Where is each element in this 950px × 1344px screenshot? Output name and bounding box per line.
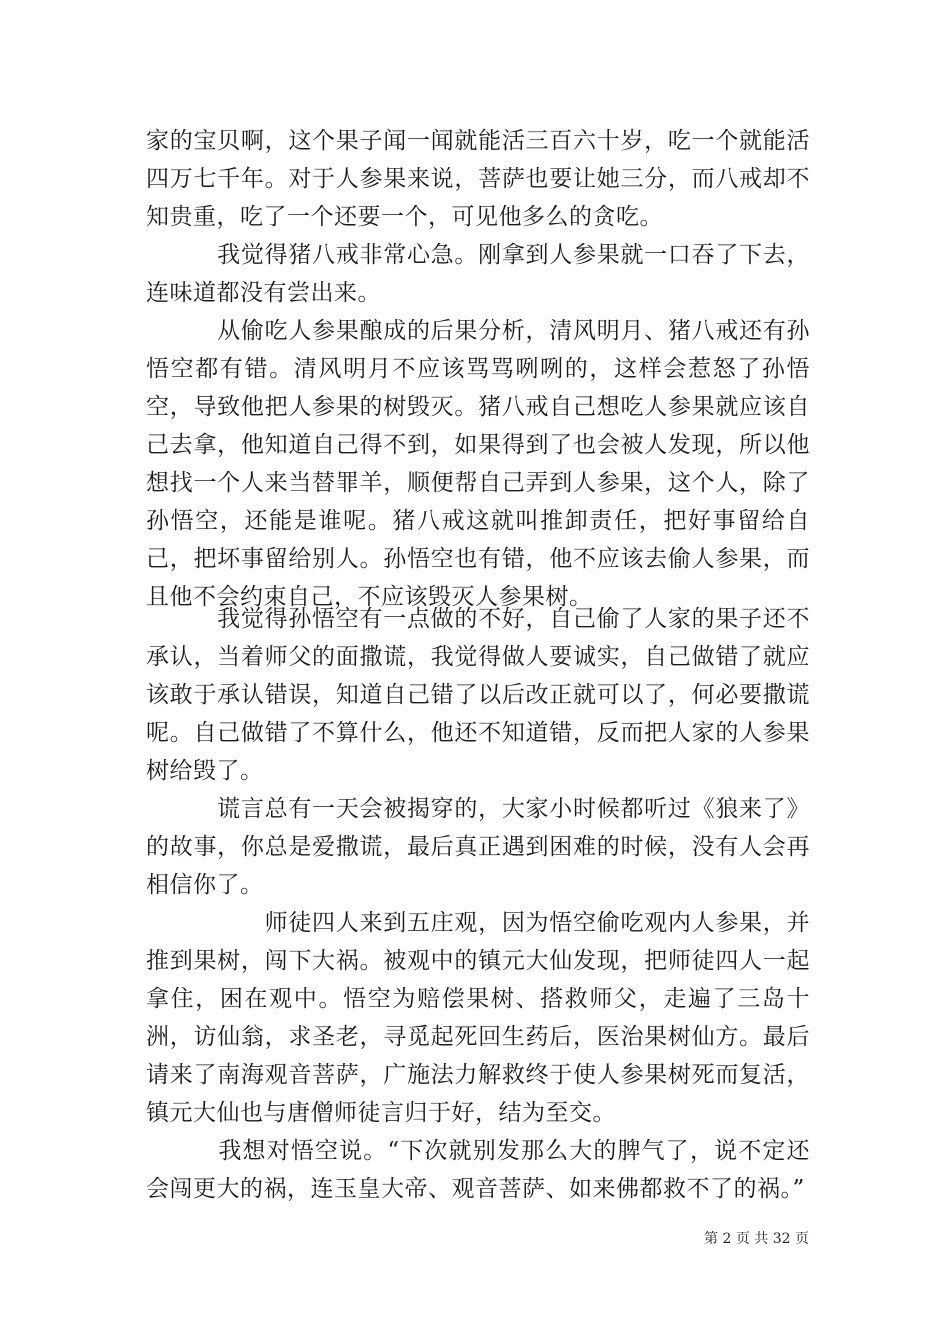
- paragraph-2: 我觉得猪八戒非常心急。刚拿到人参果就一口吞了下去，连味道都没有尝出来。: [146, 242, 810, 306]
- page-number-footer: 第 2 页 共 32 页: [704, 1231, 809, 1247]
- paragraph-4: 我觉得孙悟空有一点做的不好，自己偷了人家的果子还不承认，当着师父的面撒谎，我觉得做人要诚实，自己做错了就应该敢于承认错误，知道自己错了以后改正就可以了，何必要撒谎呢。自己做错了不算什么，他还不知道错，反而把人家的人参果树给毁了。: [146, 606, 810, 784]
- paragraph-6: 师徒四人来到五庄观，因为悟空偷吃观内人参果，并推到果树，闯下大祸。被观中的镇元大仙发现，把师徒四人一起拿住，困在观中。悟空为赔偿果树、搭救师父，走遍了三岛十洲，访仙翁，求圣老，寻觅起死回生药后，医治果树仙方。最后请来了南海观音菩萨，广施法力解救终于使人参果树死而复活，镇元大仙也与唐僧师徒言归于好，结为至交。: [146, 910, 810, 1126]
- paragraph-3: 从偷吃人参果酿成的后果分析，清风明月、猪八戒还有孙悟空都有错。清风明月不应该骂骂咧咧的，这样会惹怒了孙悟空，导致他把人参果的树毁灭。猪八戒自己想吃人参果就应该自己去拿，他知道自己得不到，如果得到了也会被人发现，所以他想找一个人来当替罪羊，顺便帮自己弄到人参果，这个人，除了孙悟空，还能是谁呢。猪八戒这就叫推卸责任，把好事留给自己，把坏事留给别人。孙悟空也有错，他不应该去偷人参果，而且他不会约束自己，不应该毁灭人参果树。: [146, 318, 810, 610]
- paragraph-5: 谎言总有一天会被揭穿的，大家小时候都听过《狼来了》的故事，你总是爱撒谎，最后真正遇到困难的时候，没有人会再相信你了。: [146, 796, 810, 898]
- paragraph-7: 我想对悟空说。“下次就别发那么大的脾气了，说不定还会闯更大的祸，连玉皇大帝、观音菩萨、如来佛都救不了的祸。”: [146, 1138, 810, 1202]
- paragraph-1: 家的宝贝啊，这个果子闻一闻就能活三百六十岁，吃一个就能活四万七千年。对于人参果来说，菩萨也要让她三分，而八戒却不知贵重，吃了一个还要一个，可见他多么的贪吃。: [146, 128, 810, 230]
